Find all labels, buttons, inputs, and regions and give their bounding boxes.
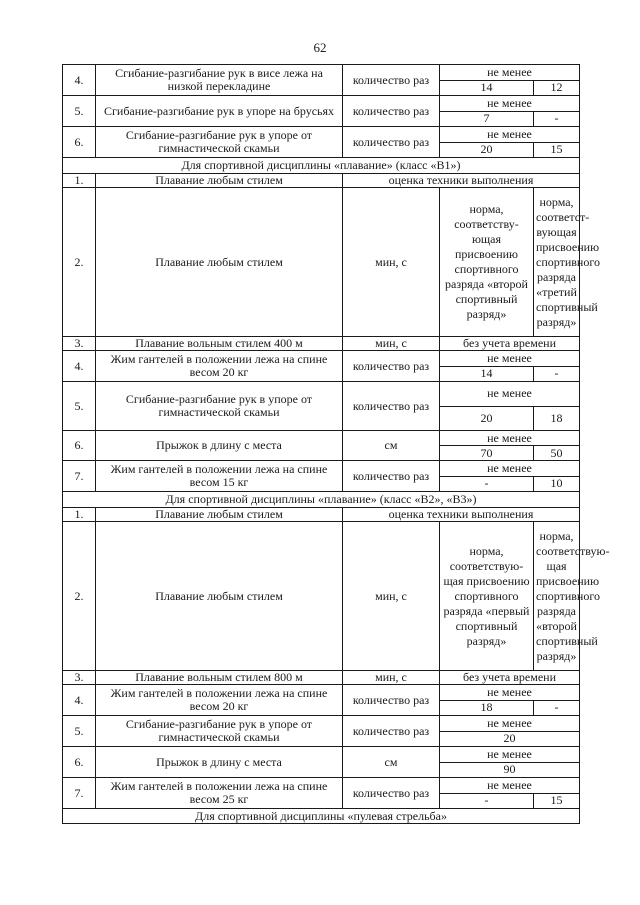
row-number: 5. [63, 382, 96, 431]
value: 70 [440, 446, 534, 461]
exercise-name: Плавание любым стилем [96, 174, 343, 188]
unit: мин, с [343, 188, 440, 337]
unit: количество раз [343, 351, 440, 382]
norm-header: не менее [440, 65, 580, 81]
table-row [63, 337, 580, 351]
unit: количество раз [343, 461, 440, 492]
exercise-name: Плавание любым стилем [96, 188, 343, 337]
norm-header: не менее [440, 778, 580, 794]
row-number: 5. [63, 716, 96, 747]
value: оценка техники выполнения [343, 174, 580, 188]
norm-third-rank: норма, соответст-вующая присвоению спортивного разряда «третий спортивный разряд» [534, 188, 580, 337]
exercise-name: Жим гантелей в положении лежа на спине весом 20 кг [96, 685, 343, 716]
value: 20 [440, 142, 534, 158]
unit: количество раз [343, 96, 440, 127]
norm-first-rank: норма, соответствую-щая присвоению спортивного разряда «первый спортивный разряд» [440, 522, 534, 671]
value: без учета времени [440, 671, 580, 685]
table-row [63, 671, 580, 685]
exercise-name: Сгибание-разгибание рук в упоре от гимнастической скамьи [96, 716, 343, 747]
table-row [63, 127, 580, 143]
row-number: 5. [63, 96, 96, 127]
row-number: 7. [63, 461, 96, 492]
norm-header: не менее [440, 747, 580, 763]
section-title: Для спортивной дисциплины «пулевая стрельба» [63, 809, 580, 824]
table-row [63, 174, 580, 188]
exercise-name: Жим гантелей в положении лежа на спине весом 15 кг [96, 461, 343, 492]
value: без учета времени [440, 337, 580, 351]
exercise-name: Сгибание-разгибание рук в упоре на брусьях [96, 96, 343, 127]
exercise-name: Плавание вольным стилем 400 м [96, 337, 343, 351]
unit: мин, с [343, 522, 440, 671]
unit: количество раз [343, 127, 440, 158]
value: оценка техники выполнения [343, 508, 580, 522]
row-number: 2. [63, 522, 96, 671]
value: - [534, 700, 580, 716]
row-number: 2. [63, 188, 96, 337]
value: 20 [440, 731, 580, 747]
exercise-name: Плавание вольным стилем 800 м [96, 671, 343, 685]
norm-header: не менее [440, 382, 580, 407]
norm-header: не менее [440, 351, 580, 367]
exercise-name: Прыжок в длину с места [96, 431, 343, 461]
norm-second-rank: норма, соответству-ющая присвоению спортивного разряда «второй спортивный разряд» [440, 188, 534, 337]
value: 14 [440, 80, 534, 96]
row-number: 4. [63, 65, 96, 96]
table-row [63, 461, 580, 477]
exercise-name: Сгибание-разгибание рук в висе лежа на низкой перекладине [96, 65, 343, 96]
unit: количество раз [343, 685, 440, 716]
table-row [63, 522, 580, 671]
row-number: 3. [63, 671, 96, 685]
table-row [63, 65, 580, 81]
exercise-name: Жим гантелей в положении лежа на спине весом 25 кг [96, 778, 343, 809]
unit: см [343, 431, 440, 461]
value: 15 [534, 793, 580, 809]
table-row [63, 188, 580, 337]
unit: количество раз [343, 716, 440, 747]
row-number: 4. [63, 351, 96, 382]
value: 10 [534, 476, 580, 492]
section-header [63, 158, 580, 174]
section-title: Для спортивной дисциплины «плавание» (класс «В1») [63, 158, 580, 174]
norm-second-rank: норма, соответствую-щая присвоению спортивного разряда «второй спортивный разряд» [534, 522, 580, 671]
row-number: 1. [63, 508, 96, 522]
value: 14 [440, 366, 534, 382]
row-number: 1. [63, 174, 96, 188]
value: 7 [440, 111, 534, 127]
exercise-name: Плавание любым стилем [96, 522, 343, 671]
unit: мин, с [343, 671, 440, 685]
value: - [534, 366, 580, 382]
norm-header: не менее [440, 461, 580, 477]
exercise-name: Жим гантелей в положении лежа на спине весом 20 кг [96, 351, 343, 382]
value: 18 [440, 700, 534, 716]
value: - [440, 793, 534, 809]
section-header [63, 809, 580, 824]
row-number: 6. [63, 747, 96, 778]
table-row [63, 716, 580, 732]
value: 20 [440, 406, 534, 431]
norm-header: не менее [440, 685, 580, 701]
table-row [63, 351, 580, 367]
table-row [63, 685, 580, 701]
table-row [63, 778, 580, 794]
unit: см [343, 747, 440, 778]
exercise-name: Сгибание-разгибание рук в упоре от гимнастической скамьи [96, 382, 343, 431]
row-number: 3. [63, 337, 96, 351]
page-number: 62 [313, 40, 327, 55]
unit: количество раз [343, 382, 440, 431]
value: 50 [534, 446, 580, 461]
value: 15 [534, 142, 580, 158]
row-number: 6. [63, 431, 96, 461]
row-number: 4. [63, 685, 96, 716]
standards-table-body [62, 64, 610, 824]
norm-header: не менее [440, 96, 580, 112]
exercise-name: Плавание любым стилем [96, 508, 343, 522]
norm-header: не менее [440, 716, 580, 732]
value: - [534, 111, 580, 127]
exercise-name: Сгибание-разгибание рук в упоре от гимнастической скамьи [96, 127, 343, 158]
section-header [63, 492, 580, 508]
table-row [63, 382, 580, 407]
unit: количество раз [343, 778, 440, 809]
norm-header: не менее [440, 127, 580, 143]
exercise-name: Прыжок в длину с места [96, 747, 343, 778]
row-number: 7. [63, 778, 96, 809]
row-number: 6. [63, 127, 96, 158]
section-title: Для спортивной дисциплины «плавание» (класс «В2», «В3») [63, 492, 580, 508]
value: 12 [534, 80, 580, 96]
value: 18 [534, 406, 580, 431]
unit: мин, с [343, 337, 440, 351]
unit: количество раз [343, 65, 440, 96]
value: - [440, 476, 534, 492]
value: 90 [440, 762, 580, 778]
table-row [63, 747, 580, 763]
norm-header: не менее [440, 431, 580, 446]
table-row [63, 508, 580, 522]
table-row [63, 431, 580, 446]
table-row [63, 96, 580, 112]
